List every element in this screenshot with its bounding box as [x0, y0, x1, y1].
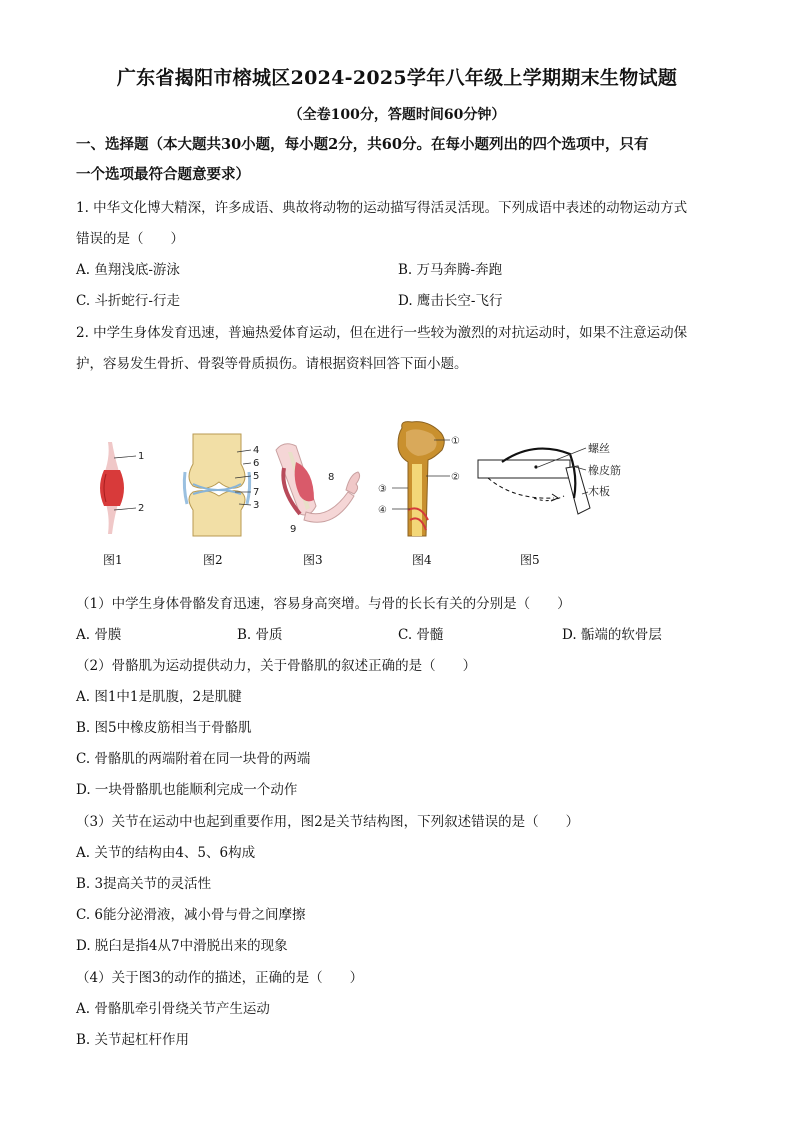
figure-4-caption: 图4	[412, 553, 432, 567]
sub4-option-b: B. 关节起杠杆作用	[76, 1032, 190, 1048]
fig4-label-4: ④	[378, 505, 387, 516]
q1-stem-line2: 错误的是（ ）	[76, 231, 184, 247]
section-heading-line1: 一、选择题（本大题共30小题，每小题2分，共60分。在每小题列出的四个选项中，只有	[76, 136, 649, 153]
sub2-stem: （2）骨骼肌为运动提供动力，关于骨骼肌的叙述正确的是（ ）	[76, 658, 477, 674]
fig2-label-3: 3	[253, 500, 260, 511]
sub1-option-d: D. 骺端的软骨层	[562, 627, 662, 643]
figure-2-caption: 图2	[203, 553, 223, 567]
sub2-option-b: B. 图5中橡皮筋相当于骨骼肌	[76, 720, 252, 736]
sub3-option-a: A. 关节的结构由4、5、6构成	[76, 845, 256, 861]
fig3-label-9: 9	[290, 524, 297, 535]
fig1-label-2: 2	[138, 503, 145, 514]
figure-5-model	[474, 438, 634, 528]
sub1-option-b: B. 骨质	[237, 627, 283, 643]
q1-option-a: A. 鱼翔浅底-游泳	[76, 262, 180, 278]
sub3-stem: （3）关节在运动中也起到重要作用，图2是关节结构图，下列叙述错误的是（ ）	[76, 814, 580, 830]
fig4-label-3: ③	[378, 484, 387, 495]
fig5-label-board: 木板	[588, 485, 610, 498]
sub3-option-d: D. 脱臼是指4从7中滑脱出来的现象	[76, 938, 288, 954]
figure-4-long-bone	[372, 420, 468, 540]
q1-option-d: D. 鹰击长空-飞行	[398, 293, 503, 309]
fig2-label-4: 4	[253, 445, 260, 456]
q1-stem-line1: 1. 中华文化博大精深，许多成语、典故将动物的运动描写得活灵活现。下列成语中表述的动物运动方式	[76, 200, 688, 216]
figure-3-arm	[270, 440, 366, 536]
sub3-option-c: C. 6能分泌滑液，减小骨与骨之间摩擦	[76, 907, 306, 923]
fig4-label-2: ②	[451, 472, 460, 483]
sub4-option-a: A. 骨骼肌牵引骨绕关节产生运动	[76, 1001, 270, 1017]
fig5-label-rubber-band: 橡皮筋	[588, 464, 621, 477]
fig2-label-5: 5	[253, 471, 260, 482]
figure-1-muscle	[92, 438, 152, 538]
page-title: 广东省揭阳市榕城区2024-2025学年八年级上学期期末生物试题	[116, 67, 678, 89]
page-subtitle: （全卷100分，答题时间60分钟）	[288, 107, 506, 123]
fig2-label-7: 7	[253, 487, 260, 498]
sub1-option-a: A. 骨膜	[76, 627, 122, 643]
fig1-label-1: 1	[138, 451, 145, 462]
q1-option-c: C. 斗折蛇行-行走	[76, 293, 180, 309]
sub1-stem: （1）中学生身体骨骼发育迅速，容易身高突增。与骨的长长有关的分别是（ ）	[76, 596, 571, 612]
figure-3-caption: 图3	[303, 553, 323, 567]
fig4-label-1: ①	[451, 436, 460, 447]
figure-2-joint	[175, 432, 265, 544]
q1-option-b: B. 万马奔腾-奔跑	[398, 262, 503, 278]
sub2-option-c: C. 骨骼肌的两端附着在同一块骨的两端	[76, 751, 311, 767]
sub1-option-c: C. 骨髓	[398, 627, 444, 643]
section-heading-line2: 一个选项最符合题意要求）	[76, 166, 250, 183]
fig3-label-8: 8	[328, 472, 335, 483]
sub4-stem: （4）关于图3的动作的描述，正确的是（ ）	[76, 970, 364, 986]
fig2-label-6: 6	[253, 458, 260, 469]
fig5-label-screw: 螺丝	[588, 442, 610, 455]
figure-5-caption: 图5	[520, 553, 540, 567]
sub2-option-d: D. 一块骨骼肌也能顺利完成一个动作	[76, 782, 298, 798]
q2-stem-line2: 护，容易发生骨折、骨裂等骨质损伤。请根据资料回答下面小题。	[76, 356, 468, 372]
sub2-option-a: A. 图1中1是肌腹，2是肌腱	[76, 689, 242, 705]
figure-1-caption: 图1	[103, 553, 123, 567]
sub3-option-b: B. 3提高关节的灵活性	[76, 876, 212, 892]
q2-stem-line1: 2. 中学生身体发育迅速，普遍热爱体育运动，但在进行一些较为激烈的对抗运动时，如果不注意运动保	[76, 325, 688, 341]
